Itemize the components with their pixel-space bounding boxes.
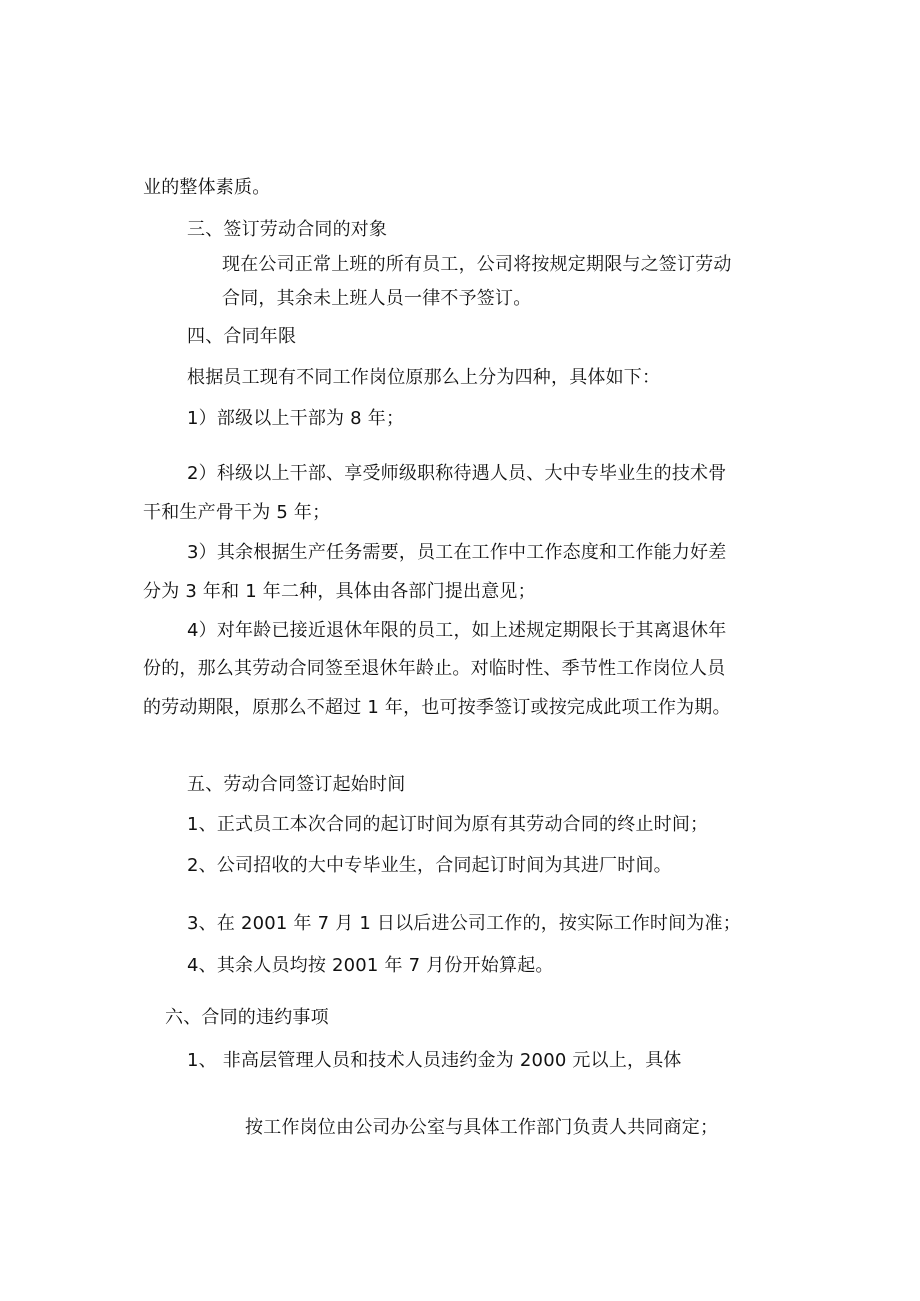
paragraph-line: 按工作岗位由公司办公室与具体工作部门负责人共同商定； [245, 1117, 719, 1138]
list-item: 1）部级以上干部为 8 年； [187, 408, 405, 429]
paragraph-line: 干和生产骨干为 5 年； [143, 502, 331, 523]
list-item: 3、在 2001 年 7 月 1 日以后进公司工作的，按实际工作时间为准； [187, 913, 741, 934]
paragraph-line: 的劳动期限，原那么不超过 1 年，也可按季签订或按完成此项工作为期。 [143, 697, 731, 718]
paragraph-line: 现在公司正常上班的所有员工，公司将按规定期限与之签订劳动 [222, 254, 732, 275]
section-heading-5: 五、劳动合同签订起始时间 [187, 774, 406, 795]
paragraph-line: 业的整体素质。 [143, 177, 271, 198]
paragraph-line: 根据员工现有不同工作岗位原那么上分为四种，具体如下： [187, 367, 661, 388]
paragraph-line: 分为 3 年和 1 年二种，具体由各部门提出意见； [143, 581, 536, 602]
section-heading-4: 四、合同年限 [187, 326, 297, 347]
paragraph-line: 份的，那么其劳动合同签至退休年龄止。对临时性、季节性工作岗位人员 [143, 658, 726, 679]
list-item: 3）其余根据生产任务需要，员工在工作中工作态度和工作能力好差 [187, 542, 727, 563]
list-item: 1、正式员工本次合同的起订时间为原有其劳动合同的终止时间； [187, 814, 709, 835]
list-item: 2）科级以上干部、享受师级职称待遇人员、大中专毕业生的技术骨 [187, 463, 727, 484]
paragraph-line: 合同，其余未上班人员一律不予签订。 [222, 288, 532, 309]
list-item: 4）对年龄已接近退休年限的员工，如上述规定期限长于其离退休年 [187, 620, 727, 641]
section-heading-6: 六、合同的违约事项 [165, 1007, 329, 1028]
list-item: 4、其余人员均按 2001 年 7 月份开始算起。 [187, 955, 554, 976]
section-heading-3: 三、签订劳动合同的对象 [187, 219, 388, 240]
list-item: 2、公司招收的大中专毕业生，合同起订时间为其进厂时间。 [187, 855, 672, 876]
list-item: 1、 非高层管理人员和技术人员违约金为 2000 元以上，具体 [187, 1050, 682, 1071]
